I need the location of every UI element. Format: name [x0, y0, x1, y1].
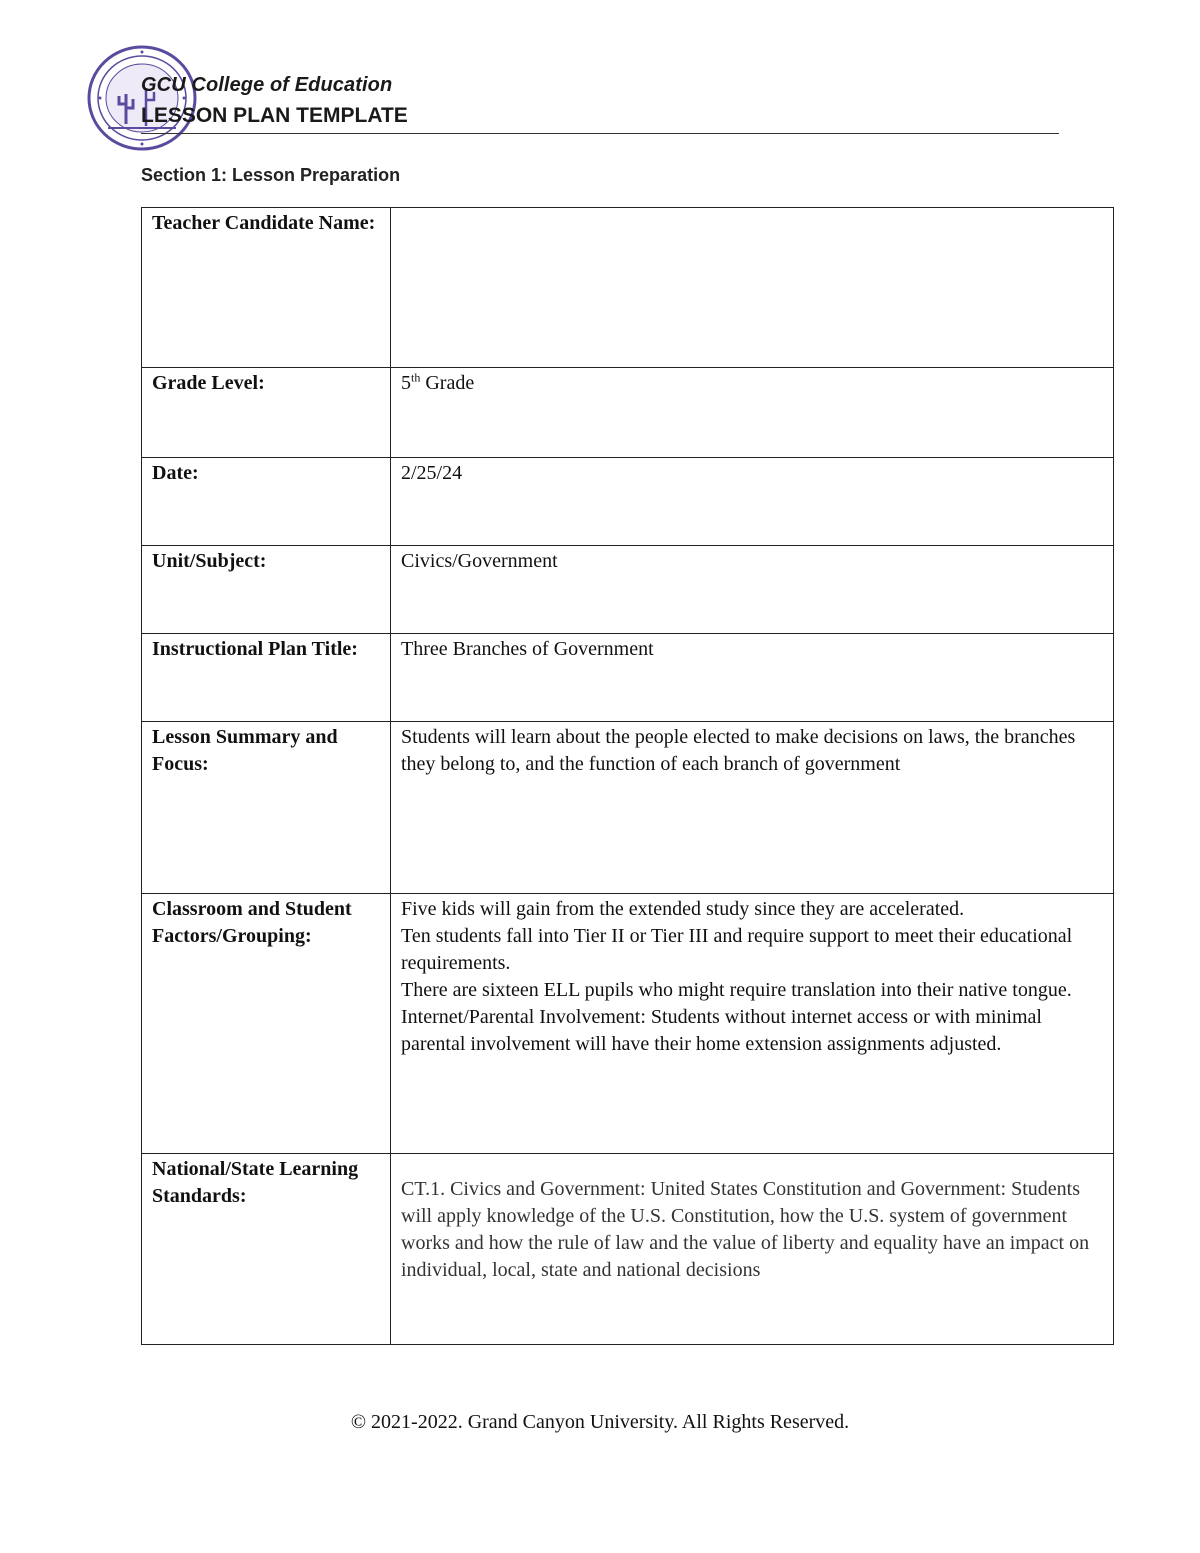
gcu-seal-logo	[86, 44, 198, 152]
row-value: Civics/Government	[391, 546, 1114, 634]
row-label: Unit/Subject:	[142, 546, 391, 634]
row-value: Students will learn about the people elected to make decisions on laws, the branches they belong to, and the function of each branch of government	[391, 722, 1114, 894]
row-value: Three Branches of Government	[391, 634, 1114, 722]
section-heading: Section 1: Lesson Preparation	[141, 165, 401, 185]
row-label: Date:	[142, 458, 391, 546]
template-title: LESSON PLAN TEMPLATE	[141, 104, 408, 127]
table-row	[142, 368, 1114, 458]
factor-line: Internet/Parental Involvement: Students without internet access or with minimal parental involvement will have their home extension assignments adjusted.	[401, 1006, 1042, 1055]
standards-text: CT.1. Civics and Government: United States Constitution and Government: Students will apply knowledge of the U.S. Constitution, how the U.S. system of government works and how the rule of law and the value of liberty and equality have an impact on individual, local, state and national decisions	[401, 1178, 1090, 1281]
row-label: Teacher Candidate Name:	[142, 208, 391, 368]
factor-line: There are sixteen ELL pupils who might require translation into their native tongue.	[401, 979, 1072, 1001]
table-row	[142, 208, 1114, 368]
row-label: Classroom and Student Factors/Grouping:	[142, 894, 391, 1154]
factor-line: Ten students fall into Tier II or Tier III and require support to meet their educational requirements.	[401, 925, 1073, 974]
spacer	[401, 1156, 1103, 1176]
grade-ordinal: th	[411, 370, 421, 385]
row-value	[391, 208, 1114, 368]
row-label: Grade Level:	[142, 368, 391, 458]
college-title: GCU College of Education	[141, 74, 393, 96]
table-row	[142, 546, 1114, 634]
row-value	[391, 368, 1114, 458]
row-value	[391, 894, 1114, 1154]
row-label: Instructional Plan Title:	[142, 634, 391, 722]
table-row	[142, 1154, 1114, 1345]
copyright-footer: © 2021-2022. Grand Canyon University. All Rights Reserved.	[350, 1411, 850, 1433]
row-value: 2/25/24	[391, 458, 1114, 546]
grade-number: 5	[401, 372, 411, 394]
grade-text: Grade	[420, 372, 475, 394]
row-value	[391, 1154, 1114, 1345]
table-row	[142, 722, 1114, 894]
table-row	[142, 458, 1114, 546]
lesson-plan-table	[141, 207, 1114, 1345]
row-label: National/State Learning Standards:	[142, 1154, 391, 1345]
row-label: Lesson Summary and Focus:	[142, 722, 391, 894]
table-row	[142, 894, 1114, 1154]
table-row	[142, 634, 1114, 722]
header-divider	[141, 133, 1059, 134]
factor-line: Five kids will gain from the extended study since they are accelerated.	[401, 898, 965, 920]
